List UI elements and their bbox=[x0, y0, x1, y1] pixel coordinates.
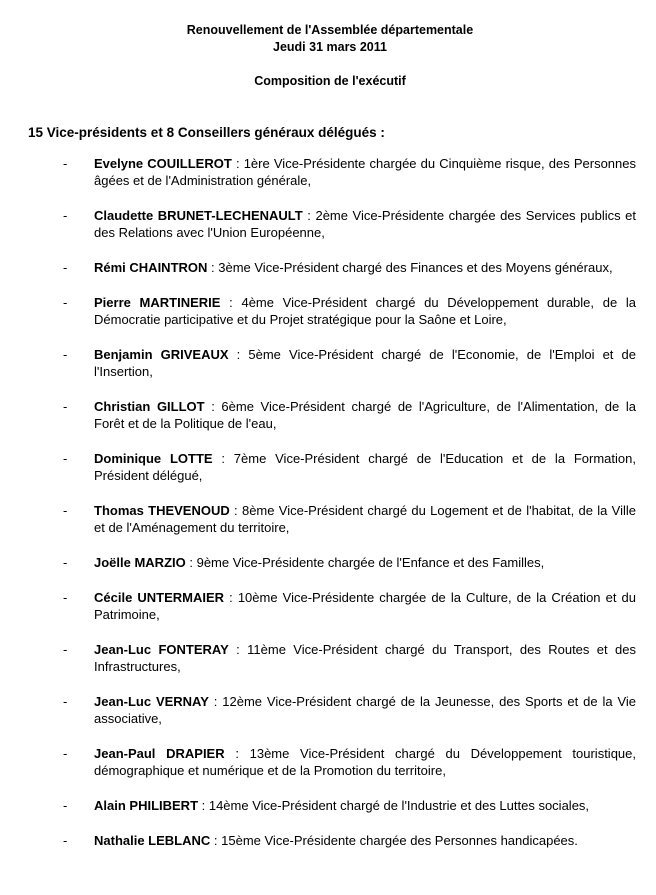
bullet-dash: - bbox=[63, 833, 68, 848]
person-name: Rémi CHAINTRON bbox=[94, 260, 208, 275]
person-role: : 5ème Vice-Président chargé de l'Economie, de l'Emploi et de l'Insertion, bbox=[94, 347, 636, 379]
bullet-dash: - bbox=[63, 590, 68, 605]
item-text bbox=[94, 294, 636, 328]
document-title: Renouvellement de l'Assemblée départementale bbox=[186, 23, 474, 37]
person-name: Pierre MARTINERIE bbox=[94, 295, 221, 310]
person-role: : 2ème Vice-Présidente chargée des Services publics et des Relations avec l'Union Européenne, bbox=[94, 208, 636, 240]
bullet-dash: - bbox=[63, 798, 68, 813]
vice-president-list bbox=[0, 155, 656, 867]
item-text bbox=[94, 589, 636, 623]
person-role: : 10ème Vice-Présidente chargée de la Culture, de la Création et du Patrimoine, bbox=[94, 590, 636, 622]
person-name: Alain PHILIBERT bbox=[94, 798, 199, 813]
item-text bbox=[94, 693, 636, 727]
list-item bbox=[0, 259, 656, 276]
item-text bbox=[94, 398, 636, 432]
item-text bbox=[94, 797, 636, 814]
list-item bbox=[0, 450, 656, 484]
person-name: Christian GILLOT bbox=[94, 399, 205, 414]
person-name: Evelyne COUILLEROT bbox=[94, 156, 232, 171]
person-name: Jean-Luc FONTERAY bbox=[94, 642, 229, 657]
list-item bbox=[0, 294, 656, 328]
bullet-dash: - bbox=[63, 295, 68, 310]
person-name: Jean-Luc VERNAY bbox=[94, 694, 209, 709]
section-title: 15 Vice-présidents et 8 Conseillers généraux délégués : bbox=[28, 125, 385, 140]
person-name: Nathalie LEBLANC bbox=[94, 833, 211, 848]
bullet-dash: - bbox=[63, 347, 68, 362]
person-role: : 14ème Vice-Président chargé de l'Industrie et des Luttes sociales, bbox=[198, 798, 590, 813]
person-name: Thomas THEVENOUD bbox=[94, 503, 230, 518]
person-role: : 8ème Vice-Président chargé du Logement et de l'habitat, de la Ville et de l'Aménagement du territoire, bbox=[94, 503, 637, 535]
bullet-dash: - bbox=[63, 156, 68, 171]
person-name: Claudette BRUNET-LECHENAULT bbox=[94, 208, 303, 223]
bullet-dash: - bbox=[63, 642, 68, 657]
document-subtitle: Composition de l'exécutif bbox=[254, 74, 406, 88]
person-name: Joëlle MARZIO bbox=[94, 555, 186, 570]
list-item bbox=[0, 502, 656, 536]
bullet-dash: - bbox=[63, 555, 68, 570]
person-role: : 6ème Vice-Président chargé de l'Agriculture, de l'Alimentation, de la Forêt et de la Politique de l'eau, bbox=[94, 399, 636, 431]
person-role: : 3ème Vice-Président chargé des Finances et des Moyens généraux, bbox=[207, 260, 613, 275]
bullet-dash: - bbox=[63, 746, 68, 761]
list-item bbox=[0, 797, 656, 814]
list-item bbox=[0, 554, 656, 571]
person-role: : 13ème Vice-Président chargé du Développement touristique, démographique et numérique et de la Promotion du territoire, bbox=[94, 746, 636, 778]
person-role: : 7ème Vice-Président chargé de l'Education et de la Formation, Président délégué, bbox=[94, 451, 636, 483]
bullet-dash: - bbox=[63, 503, 68, 518]
item-text bbox=[94, 502, 636, 536]
person-role: : 11ème Vice-Président chargé du Transport, des Routes et des Infrastructures, bbox=[94, 642, 636, 674]
list-item bbox=[0, 346, 656, 380]
item-text bbox=[94, 207, 636, 241]
list-item bbox=[0, 398, 656, 432]
person-role: : 15ème Vice-Présidente chargée des Personnes handicapées. bbox=[210, 833, 578, 848]
item-text bbox=[94, 259, 636, 276]
item-text bbox=[94, 450, 636, 484]
bullet-dash: - bbox=[63, 451, 68, 466]
item-text bbox=[94, 745, 636, 779]
bullet-dash: - bbox=[63, 208, 68, 223]
person-role: : 9ème Vice-Présidente chargée de l'Enfance et des Familles, bbox=[185, 555, 545, 570]
person-role: : 12ème Vice-Président chargé de la Jeunesse, des Sports et de la Vie associative, bbox=[94, 694, 637, 726]
bullet-dash: - bbox=[63, 399, 68, 414]
item-text bbox=[94, 554, 636, 571]
document-date: Jeudi 31 mars 2011 bbox=[273, 40, 387, 54]
list-item bbox=[0, 155, 656, 189]
list-item bbox=[0, 832, 656, 849]
person-role: : 4ème Vice-Président chargé du Développement durable, de la Démocratie participative et du Projet stratégique pour la Saône et Loire, bbox=[94, 295, 636, 327]
item-text bbox=[94, 346, 636, 380]
bullet-dash: - bbox=[63, 694, 68, 709]
list-item bbox=[0, 745, 656, 779]
item-text bbox=[94, 832, 636, 849]
list-item bbox=[0, 207, 656, 241]
item-text bbox=[94, 155, 636, 189]
person-name: Benjamin GRIVEAUX bbox=[94, 347, 229, 362]
person-name: Jean-Paul DRAPIER bbox=[94, 746, 225, 761]
list-item bbox=[0, 693, 656, 727]
item-text bbox=[94, 641, 636, 675]
person-name: Dominique LOTTE bbox=[94, 451, 213, 466]
person-role: : 1ère Vice-Présidente chargée du Cinquième risque, des Personnes âgées et de l'Administration générale, bbox=[94, 156, 637, 188]
list-item bbox=[0, 589, 656, 623]
list-item bbox=[0, 641, 656, 675]
person-name: Cécile UNTERMAIER bbox=[94, 590, 225, 605]
bullet-dash: - bbox=[63, 260, 68, 275]
